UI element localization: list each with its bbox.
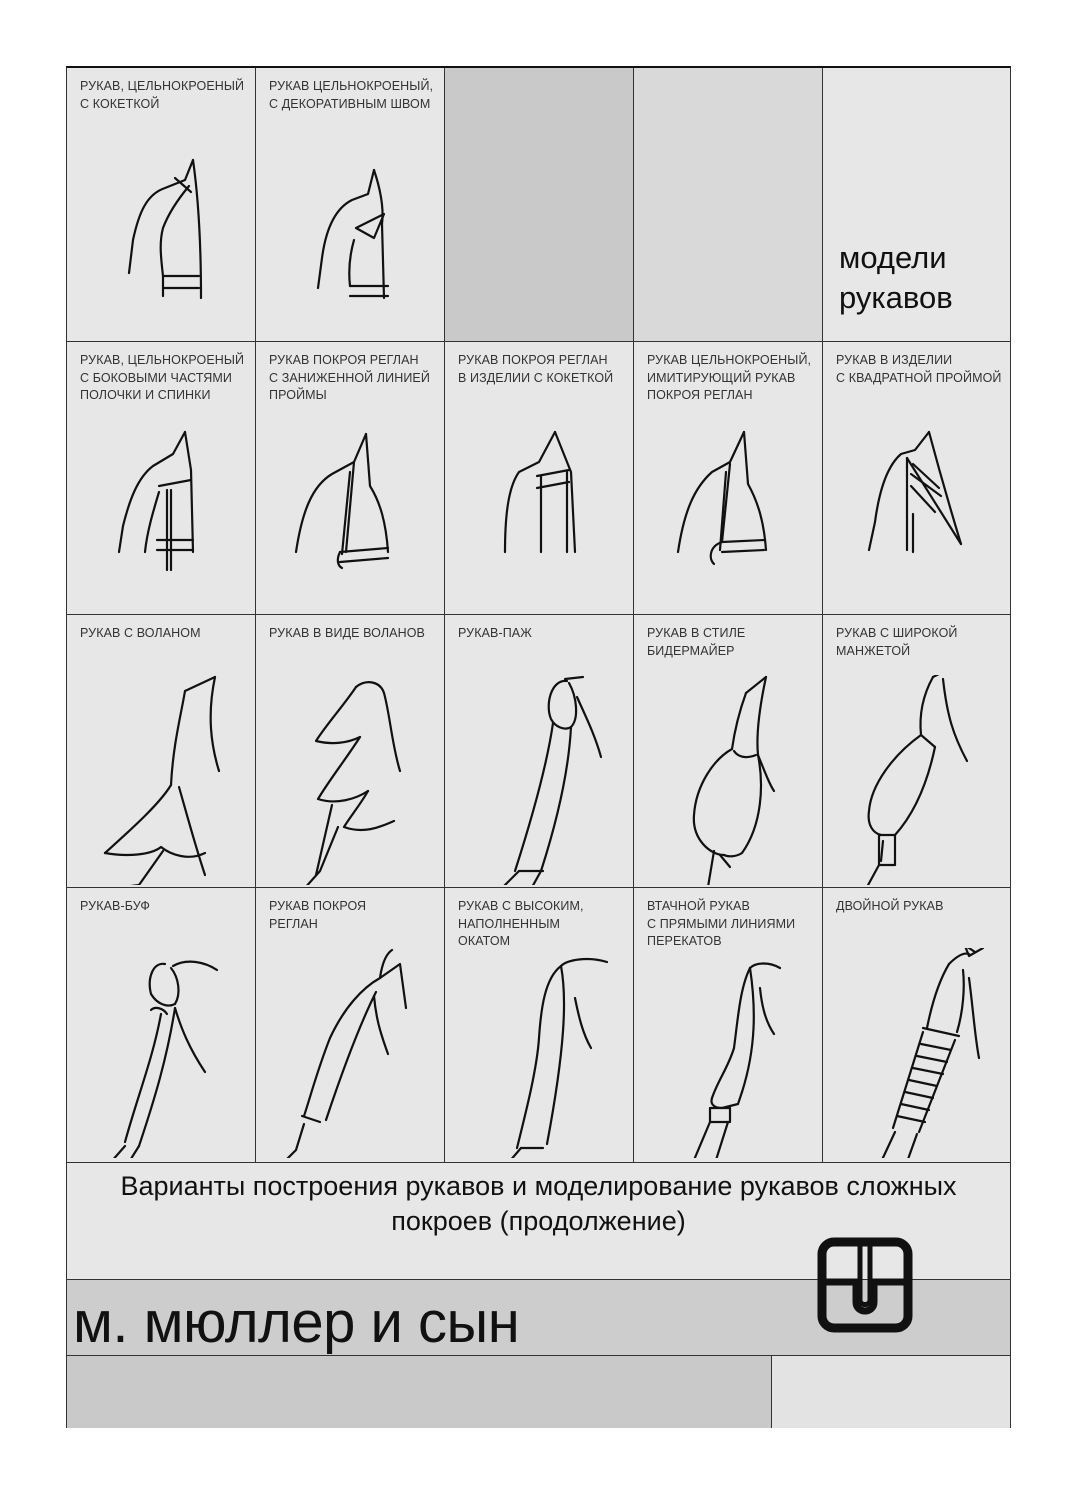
cell-biedermeier-sleeve (634, 615, 823, 888)
cell-square-armhole (823, 342, 1010, 615)
cell-high-full-cap-sleeve (445, 888, 634, 1163)
cell-double-sleeve (823, 888, 1010, 1163)
cell-label: РУКАВ ПОКРОЯ РЕГЛАН (269, 899, 367, 931)
cell-label: РУКАВ ЦЕЛЬНОКРОЕНЫЙ, ИМИТИРУЮЩИЙ РУКАВ ПОКРОЯ РЕГЛАН (647, 353, 812, 402)
cell-label: ДВОЙНОЙ РУКАВ (836, 899, 944, 913)
sketch-biedermeier-sleeve (634, 675, 823, 885)
cell-label: РУКАВ, ЦЕЛЬНОКРОЕНЫЙ С КОКЕТКОЙ (80, 79, 245, 111)
sketch-kimono-sleeve-side-panels (67, 402, 256, 612)
sketch-puff-sleeve (67, 948, 256, 1158)
cell-set-in-straight-sleeve (634, 888, 823, 1163)
cell-label: ВТАЧНОЙ РУКАВ С ПРЯМЫМИ ЛИНИЯМИ ПЕРЕКАТОВ (647, 899, 796, 948)
cell-label: РУКАВ В ИЗДЕЛИИ С КВАДРАТНОЙ ПРОЙМОЙ (836, 353, 1002, 385)
cell-label: РУКАВ С ВОЛАНОМ (80, 626, 201, 640)
cell-label: РУКАВ-БУФ (80, 899, 150, 913)
sketch-raglan-sleeve (256, 948, 445, 1158)
series-title: модели рукавов (839, 240, 953, 315)
cell-raglan-low-armhole (256, 342, 445, 615)
sketch-kimono-imitating-raglan (634, 402, 823, 612)
cell-wide-cuff-sleeve (823, 615, 1010, 888)
cell-page-sleeve (445, 615, 634, 888)
cell-label: РУКАВ ЦЕЛЬНОКРОЕНЫЙ, С ДЕКОРАТИВНЫМ ШВОМ (269, 79, 434, 111)
cell-label: РУКАВ С ВЫСОКИМ, НАПОЛНЕННЫМ ОКАТОМ (458, 899, 584, 948)
cell-series-title (823, 68, 1010, 342)
cell-label: РУКАВ В ВИДЕ ВОЛАНОВ (269, 626, 425, 640)
cell-label: РУКАВ-ПАЖ (458, 626, 532, 640)
sketch-square-armhole (823, 402, 1010, 612)
cell-label: РУКАВ С ШИРОКОЙ МАНЖЕТОЙ (836, 626, 958, 658)
cell-kimono-sleeve-side-panels (67, 342, 256, 615)
sleeve-model-grid (67, 68, 1010, 1165)
cell-empty-2 (634, 68, 823, 342)
sketch-set-in-straight-sleeve (634, 948, 823, 1158)
cell-label: РУКАВ, ЦЕЛЬНОКРОЕНЫЙ С БОКОВЫМИ ЧАСТЯМИ ПОЛОЧКИ И СПИНКИ (80, 353, 245, 402)
pattern-sheet (66, 66, 1011, 1428)
sketch-wide-cuff-sleeve (823, 675, 1010, 885)
sketch-raglan-low-armhole (256, 402, 445, 612)
sketch-double-sleeve (823, 948, 1010, 1158)
brand-name: м. мюллер и сын (73, 1290, 520, 1355)
cell-label: РУКАВ ПОКРОЯ РЕГЛАН С ЗАНИЖЕННОЙ ЛИНИЕЙ ПРОЙМЫ (269, 353, 430, 402)
sketch-high-full-cap-sleeve (445, 948, 634, 1158)
cell-raglan-with-yoke (445, 342, 634, 615)
cell-raglan-sleeve (256, 888, 445, 1163)
sketch-flounce-sleeve (67, 675, 256, 885)
cell-flounces-sleeve (256, 615, 445, 888)
cell-kimono-sleeve-decorative-seam (256, 68, 445, 342)
cell-flounce-sleeve (67, 615, 256, 888)
cell-kimono-sleeve-yoke (67, 68, 256, 342)
sketch-kimono-sleeve-decorative-seam (256, 128, 445, 338)
footer-right-panel (772, 1356, 1010, 1428)
cell-empty-1 (445, 68, 634, 342)
cell-label: РУКАВ ПОКРОЯ РЕГЛАН В ИЗДЕЛИИ С КОКЕТКОЙ (458, 353, 614, 385)
sketch-flounces-sleeve (256, 675, 445, 885)
cell-puff-sleeve (67, 888, 256, 1163)
cell-kimono-imitating-raglan (634, 342, 823, 615)
mueller-und-sohn-logo-icon (816, 1236, 914, 1334)
cell-label: РУКАВ В СТИЛЕ БИДЕРМАЙЕР (647, 626, 746, 658)
sketch-raglan-with-yoke (445, 402, 634, 612)
sketch-page-sleeve (445, 675, 634, 885)
footer-left-panel (67, 1356, 772, 1428)
sketch-kimono-sleeve-yoke (67, 128, 256, 338)
caption-text: Варианты построения рукавов и моделирование рукавов сложных покроев (продолжение) (120, 1171, 957, 1236)
